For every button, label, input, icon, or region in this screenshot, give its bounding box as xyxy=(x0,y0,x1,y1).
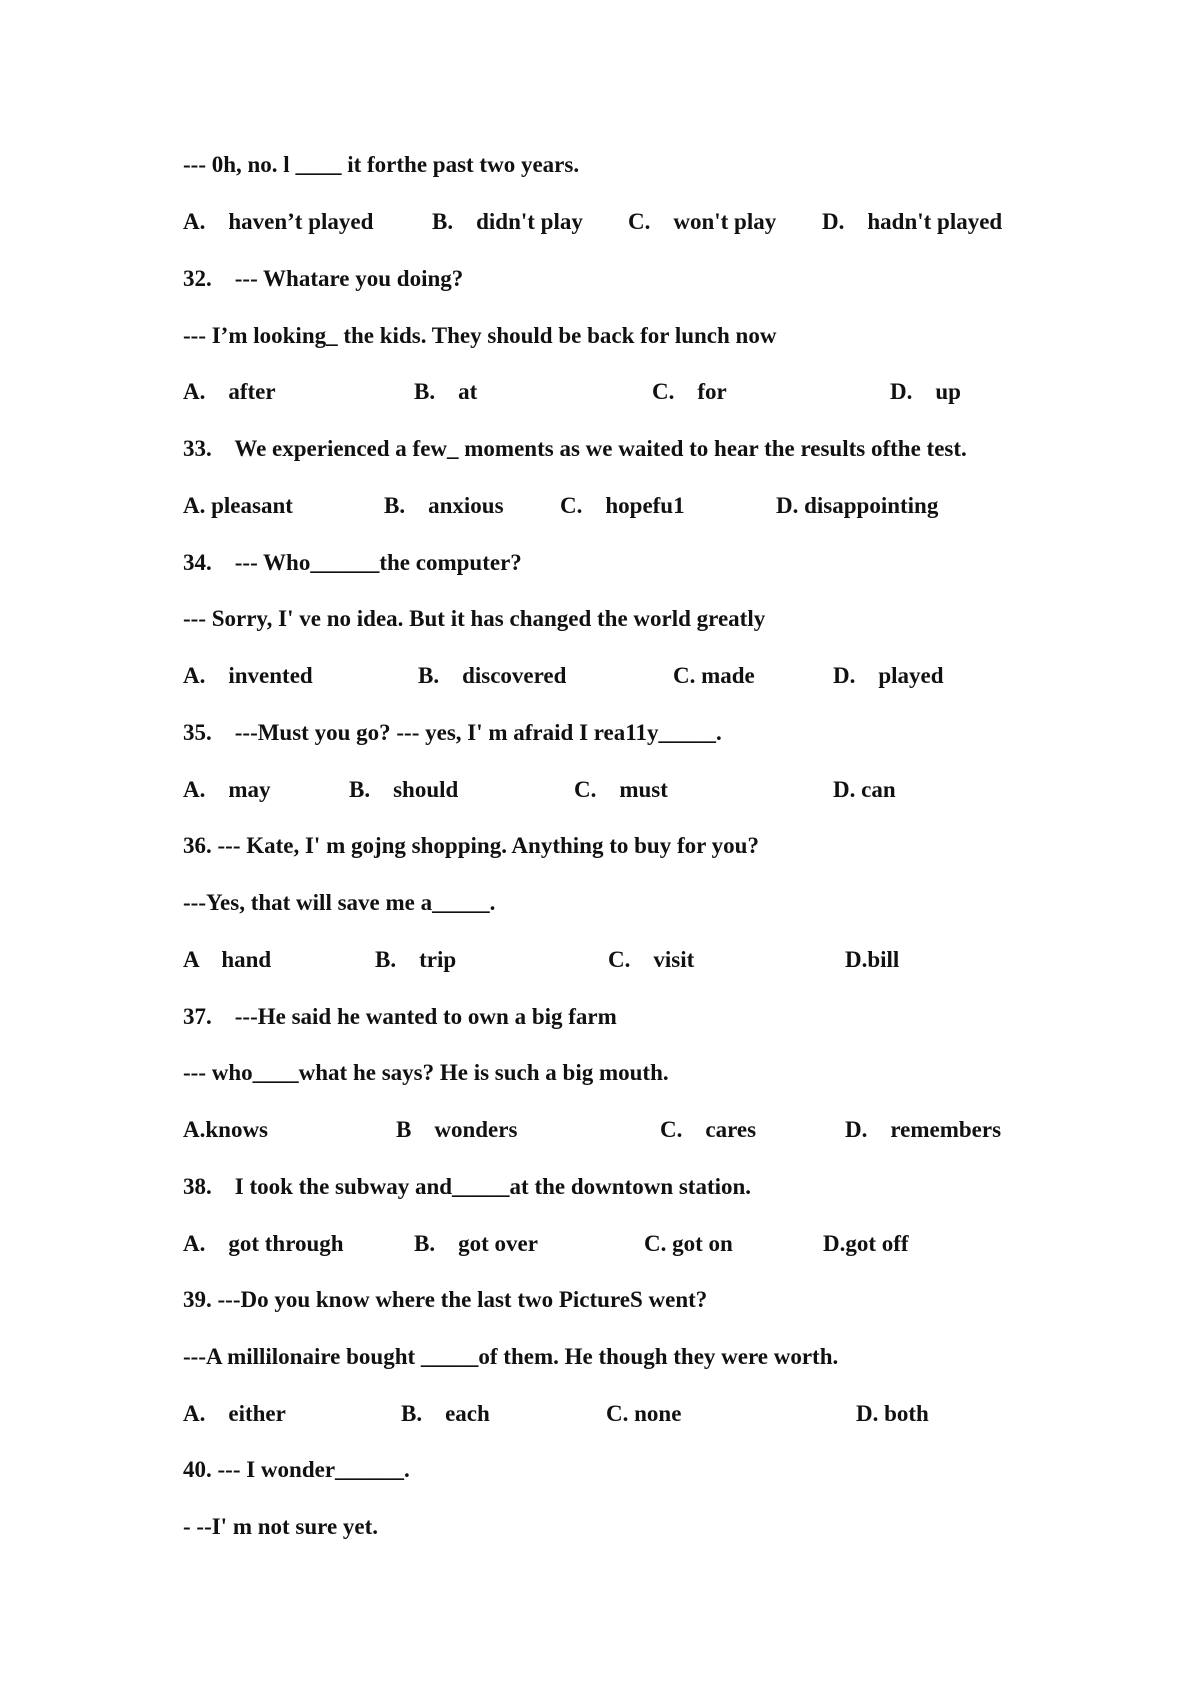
q33-question: 33. We experienced a few_ moments as we waited to hear the results ofthe test. xyxy=(183,436,967,461)
q36-option-a: A hand xyxy=(183,947,272,972)
q35-option-c: C. must xyxy=(574,777,668,802)
q31-option-c: C. won't play xyxy=(628,209,777,234)
q34-question: 34. --- Who______the computer? xyxy=(183,550,522,575)
q34-option-b: B. discovered xyxy=(418,663,567,688)
q33-option-b: B. anxious xyxy=(384,493,504,518)
q39-option-a: A. either xyxy=(183,1401,286,1426)
q34-option-d: D. played xyxy=(833,663,944,688)
q33-option-a: A. pleasant xyxy=(183,493,293,518)
q31-answer-line: --- 0h, no. l ____ it forthe past two years. xyxy=(183,152,580,177)
q35-question: 35. ---Must you go? --- yes, I' m afraid I rea11y_____. xyxy=(183,720,722,745)
q35-option-d: D. can xyxy=(833,777,896,802)
q32-question: 32. --- Whatare you doing? xyxy=(183,266,464,291)
q40-answer-line: - --I' m not sure yet. xyxy=(183,1514,379,1539)
q37-option-d: D. remembers xyxy=(845,1117,1002,1142)
q31-option-d: D. hadn't played xyxy=(822,209,1003,234)
q36-question: 36. --- Kate, I' m gojng shopping. Anything to buy for you? xyxy=(183,833,759,858)
q39-option-c: C. none xyxy=(606,1401,682,1426)
q40-question: 40. --- I wonder______. xyxy=(183,1457,410,1482)
q31-option-a: A. haven’t played xyxy=(183,209,374,234)
q32-answer-line: --- I’m looking_ the kids. They should be back for lunch now xyxy=(183,323,777,348)
q33-option-d: D. disappointing xyxy=(776,493,939,518)
q37-option-a: A.knows xyxy=(183,1117,269,1142)
q38-question: 38. I took the subway and_____at the downtown station. xyxy=(183,1174,752,1199)
q31-option-b: B. didn't play xyxy=(432,209,583,234)
q36-option-c: C. visit xyxy=(608,947,695,972)
q36-option-d: D.bill xyxy=(845,947,900,972)
q37-option-b: B wonders xyxy=(396,1117,518,1142)
q35-option-a: A. may xyxy=(183,777,271,802)
q38-option-b: B. got over xyxy=(414,1231,538,1256)
q32-option-c: C. for xyxy=(652,379,727,404)
q36-option-b: B. trip xyxy=(375,947,457,972)
q38-option-d: D.got off xyxy=(823,1231,909,1256)
q36-answer-line: ---Yes, that will save me a_____. xyxy=(183,890,496,915)
q37-question: 37. ---He said he wanted to own a big farm xyxy=(183,1004,617,1029)
q39-answer-line: ---A millilonaire bought _____of them. He though they were worth. xyxy=(183,1344,839,1369)
q33-option-c: C. hopefu1 xyxy=(560,493,685,518)
q34-option-c: C. made xyxy=(673,663,755,688)
q32-option-a: A. after xyxy=(183,379,276,404)
q34-option-a: A. invented xyxy=(183,663,313,688)
q35-option-b: B. should xyxy=(349,777,459,802)
q37-option-c: C. cares xyxy=(660,1117,757,1142)
q39-question: 39. ---Do you know where the last two PictureS went? xyxy=(183,1287,708,1312)
q38-option-a: A. got through xyxy=(183,1231,344,1256)
q32-option-d: D. up xyxy=(890,379,961,404)
q39-option-b: B. each xyxy=(401,1401,490,1426)
q37-answer-line: --- who____what he says? He is such a big mouth. xyxy=(183,1060,669,1085)
q32-option-b: B. at xyxy=(414,379,478,404)
q38-option-c: C. got on xyxy=(644,1231,733,1256)
q39-option-d: D. both xyxy=(856,1401,929,1426)
q34-answer-line: --- Sorry, I' ve no idea. But it has changed the world greatly xyxy=(183,606,766,631)
